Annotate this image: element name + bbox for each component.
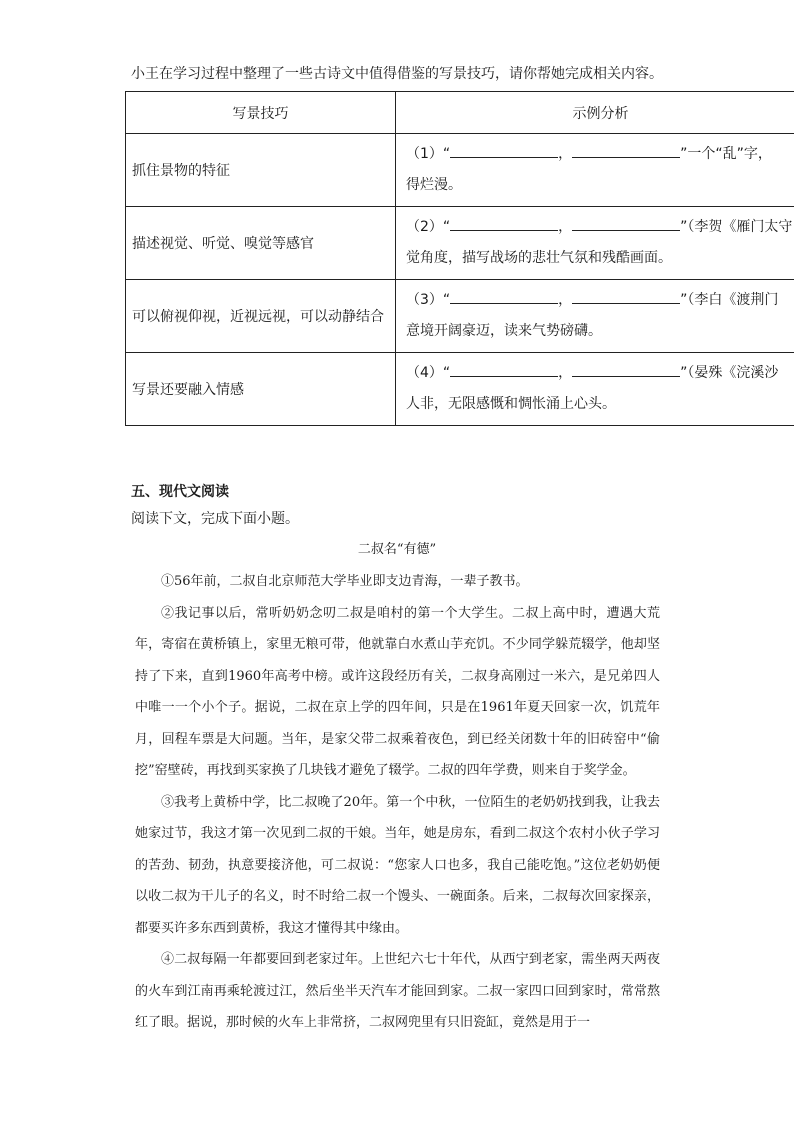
- item-prefix: （2）“: [406, 219, 451, 235]
- item-mid: ，: [558, 365, 573, 381]
- item-mid: ，: [558, 292, 573, 308]
- item-prefix: （1）“: [406, 146, 451, 162]
- passage-title: 二叔名“有德”: [357, 542, 437, 557]
- answer-blank[interactable]: [572, 362, 680, 377]
- technique-cell: 写景还要融入情感: [126, 353, 396, 426]
- answer-blank[interactable]: [572, 289, 680, 304]
- example-cell: [396, 353, 794, 426]
- example-cell: [396, 207, 794, 280]
- example-cell: [396, 134, 794, 207]
- table-row: [126, 207, 794, 280]
- answer-blank[interactable]: [450, 143, 558, 158]
- section-title: 五、现代文阅读: [131, 484, 229, 500]
- item-mid: ，: [558, 146, 573, 162]
- technique-cell: 描述视觉、听觉、嗅觉等感官: [126, 207, 396, 280]
- intro-text: 小王在学习过程中整理了一些古诗文中值得借鉴的写景技巧，请你帮她完成相关内容。: [131, 66, 663, 82]
- item-suffix: ”（李贺《雁门太守: [680, 219, 793, 235]
- passage-paragraph: ③我考上黄桥中学，比二叔晚了20年。第一个中秋，一位陌生的老奶奶找到我，让我去她家过节，我这才第一次见到二叔的干娘。当年，她是房东，看到二叔这个农村小伙子学习的苦劲、韧劲，执意要接济他，可二叔说：“您家人口也多，我自己能吃饱。”这位老奶奶便以收二叔为干儿子的名义，时不时给二叔一个馒头、一碗面条。后来，二叔每次回家探亲，都要买许多东西到黄桥，我这才懂得其中缘由。: [135, 794, 660, 936]
- header-example-analysis: 示例分析: [396, 92, 794, 134]
- technique-cell: 抓住景物的特征: [126, 134, 396, 207]
- passage-paragraph: ①56年前，二叔自北京师范大学毕业即支边青海，一辈子教书。: [161, 574, 529, 589]
- answer-blank[interactable]: [572, 143, 680, 158]
- example-cell: [396, 280, 794, 353]
- item-line2: 人非，无限感慨和惆怅涌上心头。: [406, 396, 616, 412]
- item-line2: 得烂漫。: [406, 177, 462, 193]
- item-suffix: ”（晏殊《浣溪沙: [680, 365, 779, 381]
- answer-blank[interactable]: [450, 216, 558, 231]
- passage-paragraph: ②我记事以后，常听奶奶念叨二叔是咱村的第一个大学生。二叔上高中时，遭遇大荒年，寄宿在黄桥镇上，家里无粮可带，他就靠白水煮山芋充饥。不少同学躲荒辍学，他却坚持了下来，直到1960年高考中榜。或许这段经历有关，二叔身高刚过一米六，是兄弟四人中唯一一个小个子。据说，二叔在京上学的四年间，只是在1961年夏天回家一次，饥荒年月，回程车票是大问题。当年，是家父带二叔乘着夜色，到已经关闭数十年的旧砖窑中“偷挖”窑壁砖，再找到买家换了几块钱才避免了辍学。二叔的四年学费，则来自于奖学金。: [135, 605, 660, 778]
- answer-blank[interactable]: [450, 362, 558, 377]
- table-header-row: [126, 92, 794, 134]
- item-suffix: ”（李白《渡荆门: [680, 292, 779, 308]
- item-suffix: ”一个“乱”字，: [680, 146, 772, 162]
- item-prefix: （4）“: [406, 365, 451, 381]
- item-prefix: （3）“: [406, 292, 451, 308]
- section-instruction: 阅读下文，完成下面小题。: [131, 511, 299, 527]
- item-line2: 意境开阔豪迈，读来气势磅礴。: [406, 323, 602, 339]
- item-mid: ，: [558, 219, 573, 235]
- answer-blank[interactable]: [572, 216, 680, 231]
- technique-cell: 可以俯视仰视，近视远视，可以动静结合: [126, 280, 396, 353]
- table-row: [126, 280, 794, 353]
- table-row: [126, 134, 794, 207]
- passage-body: [135, 566, 660, 1039]
- passage-paragraph: ④二叔每隔一年都要回到老家过年。上世纪六七十年代，从西宁到老家，需坐两天两夜的火车到江南再乘轮渡过江，然后坐半天汽车才能回到家。二叔一家四口回到家时，常常熬红了眼。据说，那时候的火车上非常挤，二叔网兜里有只旧瓷缸，竟然是用于一: [135, 952, 660, 1030]
- writing-techniques-table: [125, 91, 794, 426]
- item-line2: 觉角度，描写战场的悲壮气氛和残酷画面。: [406, 250, 672, 266]
- table-row: [126, 353, 794, 426]
- answer-blank[interactable]: [450, 289, 558, 304]
- header-technique: 写景技巧: [126, 92, 396, 134]
